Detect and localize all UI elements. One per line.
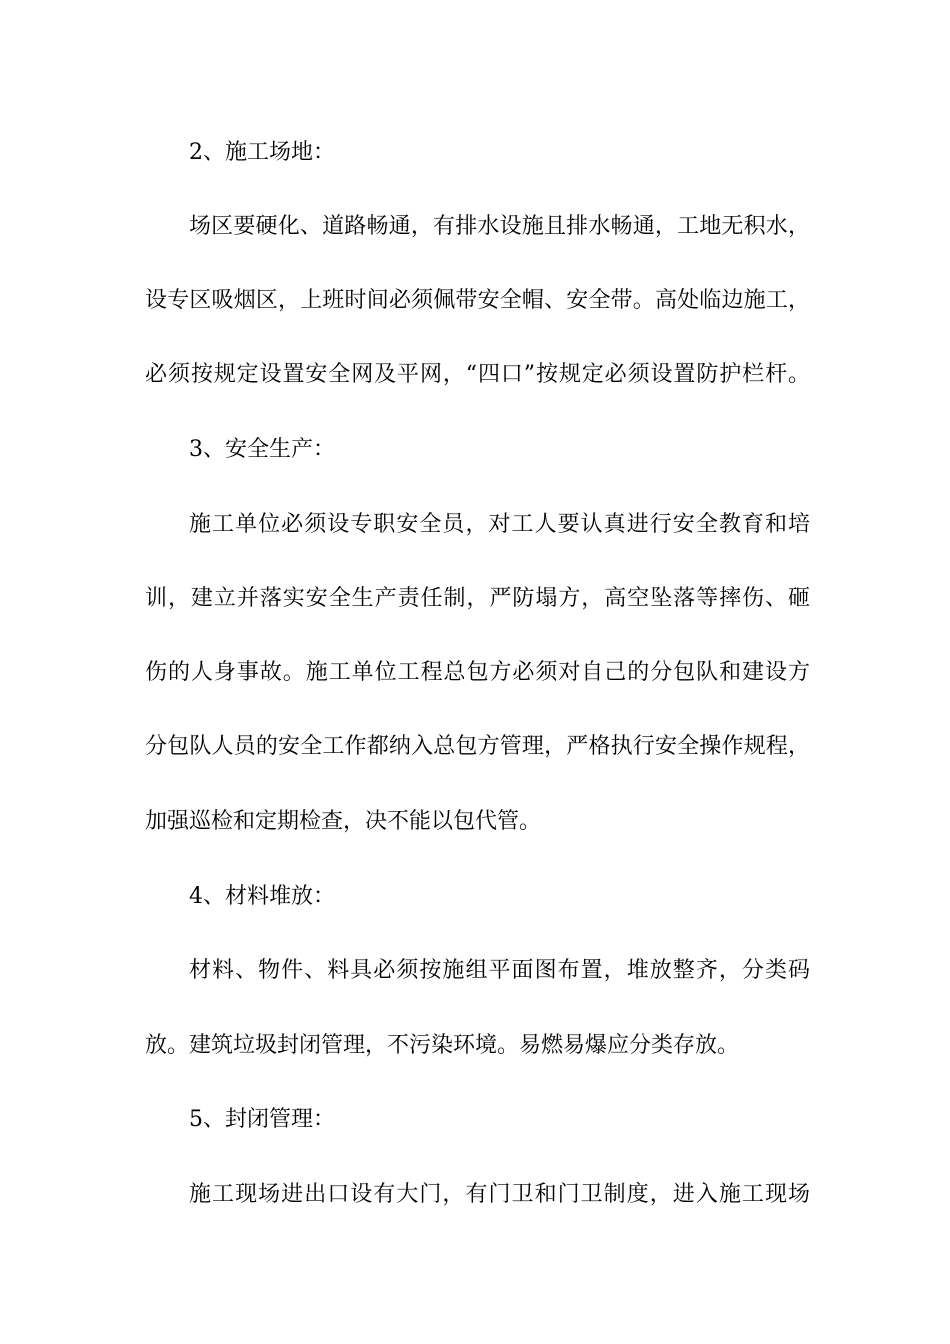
paragraph-line: 设专区吸烟区，上班时间必须佩带安全帽、安全带。高处临边施工， (145, 288, 810, 313)
paragraph-line: 施工单位必须设专职安全员，对工人要认真进行安全教育和培 (189, 512, 810, 537)
section-heading-3: 3、安全生产： (189, 437, 335, 462)
paragraph-line: 伤的人身事故。施工单位工程总包方必须对自己的分包队和建设方 (145, 660, 810, 685)
paragraph-line: 分包队人员的安全工作都纳入总包方管理，严格执行安全操作规程， (145, 734, 810, 759)
paragraph-line: 施工现场进出口设有大门，有门卫和门卫制度，进入施工现场 (189, 1182, 810, 1207)
section-heading-5: 5、封闭管理： (189, 1107, 335, 1132)
section-heading-2: 2、施工场地： (189, 140, 335, 165)
paragraph-line: 必须按规定设置安全网及平网，“四口”按规定必须设置防护栏杆。 (145, 362, 810, 387)
paragraph-line: 加强巡检和定期检查，决不能以包代管。 (145, 809, 542, 834)
paragraph-line: 训，建立并落实安全生产责任制，严防塌方，高空坠落等摔伤、砸 (145, 586, 810, 611)
paragraph-line: 材料、物件、料具必须按施组平面图布置，堆放整齐，分类码 (189, 958, 810, 983)
paragraph-line: 场区要硬化、道路畅通，有排水设施且排水畅通，工地无积水， (189, 214, 810, 239)
section-heading-4: 4、材料堆放： (189, 884, 335, 909)
paragraph-line: 放。建筑垃圾封闭管理，不污染环境。易燃易爆应分类存放。 (145, 1033, 740, 1058)
